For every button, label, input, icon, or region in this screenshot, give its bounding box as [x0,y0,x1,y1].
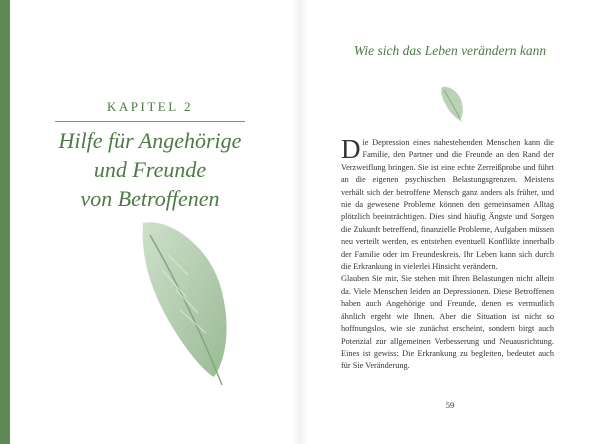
paragraph-1 [341,134,554,273]
feather-icon [128,215,238,390]
left-page [10,0,300,444]
chapter-divider [55,121,245,122]
chapter-title-line-2: und Freunde [93,157,207,182]
right-page [300,0,600,444]
feather-icon [436,84,466,122]
dropcap: D [341,134,361,164]
paragraph-1-text: ie Depression eines nahestehenden Menschen kann die Familie, den Partner und die Freunde an den Rand der Verzweiflung bringen. Sie ist eine echte Zerreißprobe und führt an die eigenen psychischen Belastungsgrenzen. Meistens verhält sich der betroffene Mensch ganz anders als früher, und nie da gewesene Probleme können den gemeinsamen Alltag plötzlich beeinträchtigen. Dies sind häufig Ängste und Sorgen die Zukunft betreffend, finanzielle Probleme, Aufgaben müssen neu verteilt werden, es entstehen eventuell Konflikte innerhalb der Familie oder im Freundeskreis. Ihr Leben kann sich durch die Erkrankung in vielerlei Hinsicht verändern. [341,138,554,272]
chapter-title-line-1: Hilfe für Angehörige [58,128,242,153]
book-spine-band [0,0,10,444]
paragraph-2: Glauben Sie mir, Sie stehen mit Ihren Belastungen nicht allein da. Viele Menschen leiden an Depressionen. Diese Betroffenen haben auch Angehörige und Freunde, denen es vermutlich ähnlich ergeht wie Ihnen. Aber die Situation ist nicht so hoffnungslos, wie sie zunächst erscheint, sondern birgt auch Potenzial zur allgemeinen Verbesserung und Neuausrichtung. Eines ist gewiss: Die Erkrankung zu begleiten, bedeutet auch für Sie Veränderung. [341,274,554,371]
page-number: 59 [445,400,455,410]
body-text [341,134,554,373]
chapter-title-line-3: von Betroffenen [80,186,220,211]
chapter-title [10,126,290,213]
running-head: Wie sich das Leben verändern kann [353,43,547,58]
chapter-label: KAPITEL 2 [107,99,193,114]
